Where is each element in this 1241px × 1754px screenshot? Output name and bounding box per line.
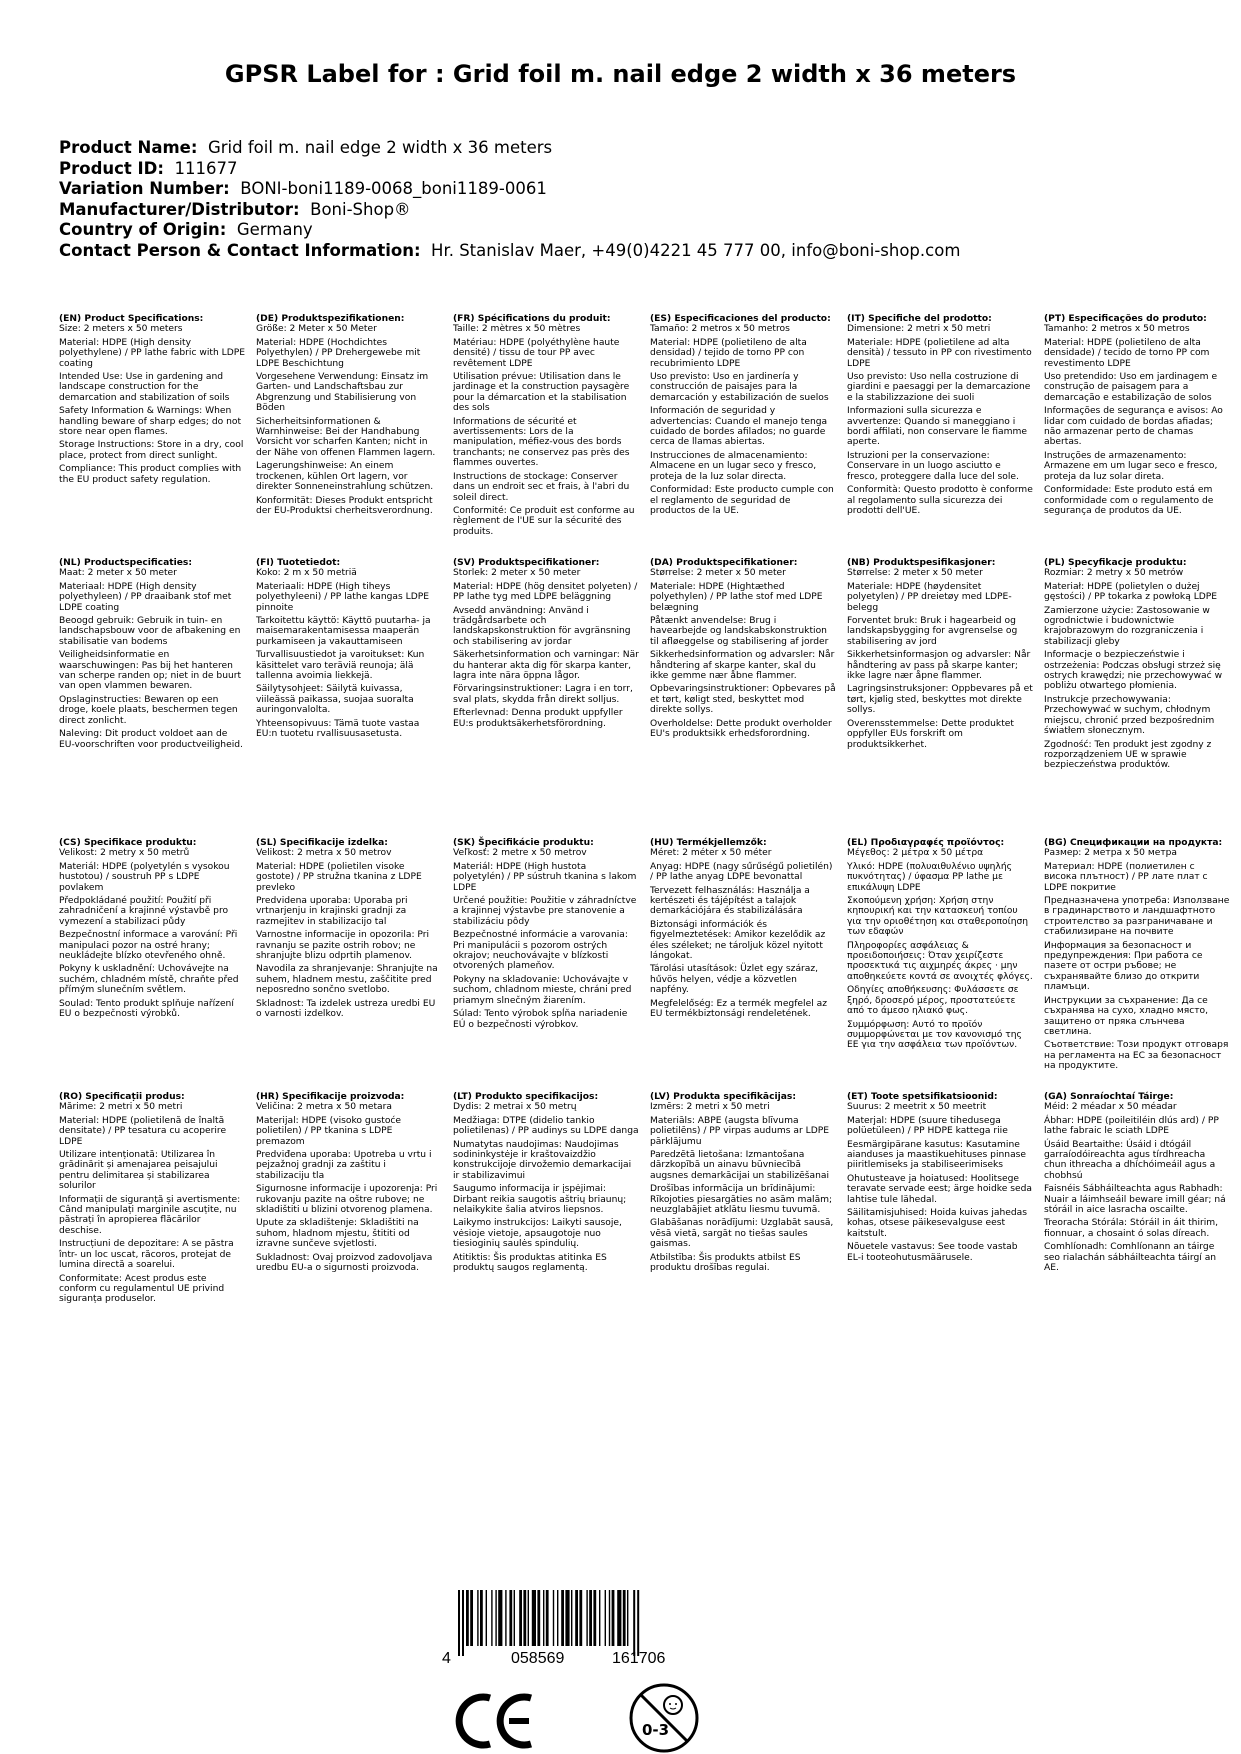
info-product-id [59, 159, 1189, 180]
spec-paragraph: Veľkosť: 2 metre x 50 metrov [453, 848, 587, 859]
barcode-bar [509, 1590, 512, 1646]
spec-paragraph: Förvaringsinstruktioner: Lagra i en torr, sval plats, skydda från direkt solljus. [453, 684, 633, 705]
spec-paragraph: Konformität: Dieses Produkt entspricht der EU-Produktsi cherheitsverordnung. [256, 495, 433, 516]
ce-mark-icon [455, 1692, 537, 1750]
spec-paragraph: Οδηγίες αποθήκευσης: Φυλάσσετε σε ξηρό, δροσερό μέρος, προστατεύετε από το άμεσο ηλιακό φως. [847, 985, 1019, 1017]
spec-paragraph: Faisnéis Sábháilteachta agus Rabhadh: Nuair a láimhseáil beware imill géar; ná stóráil in aice lasracha oscailte. [1044, 1184, 1226, 1216]
barcode-bar [470, 1590, 473, 1646]
barcode-bar [627, 1590, 628, 1646]
info-value: BONI-boni1189-0068_boni1189-0061 [240, 179, 547, 198]
spec-paragraph: Размер: 2 метра x 50 метра [1044, 848, 1178, 859]
spec-paragraph: Maat: 2 meter x 50 meter [59, 568, 177, 579]
spec-paragraph: Conformité: Ce produit est conforme au règlement de l'UE sur la sécurité des produits. [453, 505, 635, 537]
spec-heading: (BG) Спецификации на продукта: [1044, 838, 1223, 848]
spec-cell [650, 838, 836, 1023]
spec-cell [59, 1092, 245, 1308]
spec-cell [847, 314, 1033, 519]
spec-paragraph: Sukladnost: Ovaj proizvod zadovoljava uredbu EU-a o sigurnosti proizvoda. [256, 1252, 433, 1274]
spec-heading: (CS) Specifikace produktu: [59, 838, 197, 848]
barcode-bar [528, 1590, 529, 1646]
barcode-bar [599, 1590, 600, 1646]
spec-paragraph: Πληροφορίες ασφάλειας & προειδοποιήσεις: Όταν χειρίζεστε προσεκτικά τις αιχμηρές άκρες · μην αποθηκεύετε κοντά σε ανοιχτές φλόγες. [847, 940, 1033, 982]
spec-paragraph: Tervezett felhasználás: Használja a kertészeti és tájépítést a talajok demarkációjára és stabilizálására [650, 885, 810, 917]
spec-paragraph: Conformità: Questo prodotto è conforme al regolamento sulla sicurezza dei prodotti dell'UE. [847, 485, 1033, 516]
spec-heading: (NB) Produktspesifikasjoner: [847, 558, 996, 568]
spec-paragraph: Instructions de stockage: Conserver dans un endroit sec et frais, à l'abri du soleil direct. [453, 471, 630, 503]
spec-paragraph: Materiaali: HDPE (High tiheys polyethyleeni) / PP lathe kangas LDPE pinnoite [256, 581, 430, 613]
barcode-bar [498, 1590, 502, 1646]
spec-cell [59, 558, 245, 753]
spec-paragraph: Atitiktis: Šis produktas atitinka ES produktų saugos reglamentą. [453, 1252, 607, 1274]
spec-cell [650, 1092, 836, 1277]
spec-heading: (FR) Spécifications du produit: [453, 314, 611, 324]
spec-paragraph: Méid: 2 méadar x 50 méadar [1044, 1102, 1177, 1113]
spec-paragraph: Instrucciones de almacenamiento: Almacene en un lugar seco y fresco, proteja de la luz solar directa. [650, 450, 817, 482]
spec-paragraph: Materiał: HDPE (polietylen o dużej gęstości) / PP tokarka z powłoką LDPE [1044, 581, 1218, 603]
spec-paragraph: Koko: 2 m x 50 metriä [256, 568, 357, 579]
spec-paragraph: Navodila za shranjevanje: Shranjujte na suhem, hladnem mestu, zaščitite pred neposredno sončno svetlobo. [256, 964, 438, 996]
info-label: Manufacturer/Distributor: [59, 199, 300, 219]
spec-paragraph: Informações de segurança e avisos: Ao lidar com cuidado de bordas afiadas; não armazenar perto de chamas abertas. [1044, 406, 1223, 448]
info-value: Germany [236, 220, 313, 239]
spec-cell [256, 838, 442, 1023]
spec-cell [650, 558, 836, 743]
spec-paragraph: Materjal: HDPE (suure tihedusega polüetüleen) / PP HDPE kattega riie [847, 1115, 1008, 1137]
product-info [59, 138, 1189, 261]
spec-paragraph: Suurus: 2 meetrit x 50 meetrit [847, 1102, 987, 1113]
spec-paragraph: Efterlevnad: Denna produkt uppfyller EU:s produktsäkerhetsförordning. [453, 708, 623, 729]
spec-paragraph: Vorgesehene Verwendung: Einsatz im Garten- und Landschaftsbau zur Abgrenzung und Stabilisierung von Böden [256, 372, 429, 414]
spec-paragraph: Treoracha Stórála: Stóráil in áit thirim, fionnuar, a chosaint ó solas díreach. [1044, 1218, 1219, 1239]
spec-cell [453, 1092, 639, 1277]
spec-paragraph: Informații de siguranță și avertismente: Când manipulați marginile ascuțite, nu păstrați în apropierea flăcărilor deschise. [59, 1194, 241, 1236]
spec-paragraph: Sicherheitsinformationen & Warnhinweise: Bei der Handhabung Vorsicht vor scharfen Kanten; nicht in der Nähe von offenen Flammen lagern. [256, 416, 436, 458]
spec-paragraph: Opbevaringsinstruktioner: Opbevares på et tørt, køligt sted, beskyttet mod direkte sollys. [650, 684, 836, 716]
spec-cell [1044, 1092, 1230, 1277]
barcode-bar [514, 1590, 515, 1646]
age-warning-label: 0-3 [642, 1721, 670, 1739]
spec-paragraph: Varnostne informacije in opozorila: Pri ravnanju se pazite ostrih robov; ne shranjujte blizu odprtih plamenov. [256, 930, 430, 962]
spec-heading: (DE) Produktspezifikationen: [256, 314, 405, 324]
spec-paragraph: Instrucțiuni de depozitare: A se păstra într- un loc uscat, răcoros, protejat de lumina directă a soarelui. [59, 1239, 234, 1271]
spec-paragraph: Υλικό: HDPE (πολυαιθυλένιο υψηλής πυκνότητας) / ύφασμα PP lathe με επικάλυψη LDPE [847, 861, 1012, 893]
spec-heading: (PT) Especificações do produto: [1044, 314, 1207, 324]
spec-paragraph: Uso previsto: Uso nella costruzione di giardini e paesaggi per la demarcazione e la stabilizzazione dei suoli [847, 372, 1031, 403]
info-value: Grid foil m. nail edge 2 width x 36 meters [207, 138, 553, 157]
spec-paragraph: Veiligheidsinformatie en waarschuwingen: Pas bij het hanteren van scherpe randen op; niet in de buurt van open vlammen bewaren. [59, 650, 242, 692]
info-variation-number [59, 179, 1189, 200]
spec-paragraph: Información de seguridad y advertencias: Cuando el manejo tenga cuidado de bordes afilados; no guarde cerca de llamas abiertas. [650, 406, 828, 448]
barcode-bar [546, 1590, 549, 1646]
barcode-bar [491, 1590, 492, 1646]
spec-cell [59, 314, 245, 488]
spec-paragraph: Materiale: HDPE (høydensitet polyetylen) / PP dreietøy med LDPE-belegg [847, 581, 1012, 613]
spec-paragraph: Conformitate: Acest produs este conform cu regulamentul UE privind siguranța produselor. [59, 1273, 225, 1305]
spec-paragraph: Utilizare intenționată: Utilizarea în grădinărit și amenajarea peisajului pentru delimitarea și stabilizarea solurilor [59, 1150, 218, 1192]
spec-heading: (LV) Produkta specifikācijas: [650, 1092, 796, 1102]
info-label: Country of Origin: [59, 220, 227, 239]
spec-paragraph: Materiaal: HDPE (High density polyethyleen) / PP draaibank stof met LDPE coating [59, 581, 232, 613]
spec-paragraph: Skladnost: Ta izdelek ustreza uredbi EU o varnosti izdelkov. [256, 998, 436, 1020]
spec-paragraph: Zamierzone użycie: Zastosowanie w ogrodnictwie i budownictwie krajobrazowym do rozgraniczenia i stabilizacji gleby [1044, 605, 1210, 647]
barcode-bar [612, 1590, 615, 1646]
spec-cell [453, 558, 639, 732]
spec-paragraph: Информация за безопасност и предупреждения: При работа се пазете от остри ръбове; не съхранявайте близо до открити пламъци. [1044, 940, 1203, 993]
barcode-bar [623, 1590, 626, 1646]
spec-paragraph: Материал: HDPE (полиетилен с висока плътност) / PP лате плат с LDPE покритие [1044, 861, 1208, 893]
spec-heading: (HU) Termékjellemzők: [650, 838, 767, 848]
barcode-lead-digit: 4 [442, 1650, 451, 1666]
spec-paragraph: Materiál: HDPE (polyetylén s vysokou hustotou) / soustruh PP s LDPE povlakem [59, 861, 230, 893]
spec-paragraph: Velikost: 2 metra x 50 metrov [256, 848, 392, 859]
spec-paragraph: Material: HDPE (polietileno de alta densidade) / tecido de torno PP com revestimento LDPE [1044, 337, 1210, 369]
spec-paragraph: Medžiaga: DTPE (didelio tankio polietilenas) / PP audinys su LDPE danga [453, 1115, 639, 1137]
spec-paragraph: Σκοπούμενη χρήση: Χρήση στην κηπουρική και την κατασκευή τοπίου για την οριοθέτηση και σταθεροποίηση των εδαφών [847, 896, 1029, 938]
info-value: 111677 [174, 158, 238, 178]
spec-paragraph: Materiāls: ABPE (augsta blīvuma polietilēns) / PP virpas audums ar LDPE pārklājumu [650, 1115, 830, 1147]
spec-paragraph: Nõuetele vastavus: See toode vastab EL-i tooteohutusmäärusele. [847, 1242, 1018, 1263]
barcode-guard [462, 1590, 464, 1656]
spec-paragraph: Upute za skladištenje: Skladištiti na suhom, hladnom mjestu, štititi od izravne sunčeve svjetlosti. [256, 1218, 419, 1250]
spec-paragraph: Předpokládané použití: Použití při zahradničení a krajinné výstavbě pro vymezení a stabilizaci půdy [59, 896, 229, 927]
spec-heading: (FI) Tuotetiedot: [256, 558, 341, 568]
spec-cell [1044, 314, 1230, 519]
spec-cell [256, 1092, 442, 1277]
spec-row [59, 838, 1239, 1128]
info-label: Contact Person & Contact Information: [59, 240, 421, 260]
spec-heading: (NL) Productspecificaties: [59, 558, 193, 568]
info-label: Product Name: [59, 138, 198, 157]
info-country-of-origin [59, 220, 1189, 241]
spec-paragraph: Størrelse: 2 meter x 50 meter [847, 568, 983, 579]
spec-paragraph: Sigurnosne informacije i upozorenja: Pri rukovanju pazite na oštre rubove; ne skladištiti u blizini otvorenog plamena. [256, 1184, 438, 1216]
barcode-bar [609, 1590, 610, 1646]
spec-paragraph: Material: HDPE (polietilenă de înaltă densitate) / PP tesatura cu acoperire LDPE [59, 1115, 227, 1147]
barcode-bar [605, 1590, 606, 1646]
info-manufacturer [59, 200, 1189, 221]
barcode-bar [519, 1590, 522, 1646]
spec-paragraph: Informations de sécurité et avertissements: Lors de la manipulation, méfiez-vous des bords tranchants; ne conservez pas près des flammes ouvertes. [453, 416, 630, 469]
barcode-bar [477, 1590, 478, 1646]
spec-paragraph: Pokyny k uskladnění: Uchovávejte na suchém, chladném místě, chraňte před přímým slunečním světlem. [59, 964, 239, 996]
spec-paragraph: Soulad: Tento produkt splňuje nařízení EU o bezpečnosti výrobků. [59, 998, 234, 1020]
spec-paragraph: Anyag: HDPE (nagy sűrűségű polietilén) / PP lathe anyag LDPE bevonattal [650, 861, 833, 883]
spec-paragraph: Предназначена употреба: Използване в градинарството и ландшафтното строителство за разграничаване и стабилизиране на почвите [1044, 896, 1230, 938]
spec-paragraph: Veličina: 2 metra x 50 metara [256, 1102, 392, 1113]
spec-paragraph: Material: HDPE (polietileno de alta densidad) / tejido de torno PP con recubrimiento LDPE [650, 337, 807, 369]
spec-paragraph: Informacje o bezpieczeństwie i ostrzeżenia: Podczas obsługi strzeż się ostrych krawędzi; nie przechowywać w pobliżu otwartego płomienia. [1044, 650, 1223, 692]
spec-paragraph: Tamanho: 2 metros x 50 metros [1044, 324, 1190, 335]
info-product-name [59, 138, 1189, 159]
spec-paragraph: Säkerhetsinformation och varningar: När du hanterar akta dig för skarpa kanter, lagra inte nära öppna lågor. [453, 650, 639, 682]
spec-paragraph: Glabāšanas norādījumi: Uzglabāt sausā, vēsā vietā, sargāt no tiešas saules gaismas. [650, 1218, 834, 1250]
spec-paragraph: Material: HDPE (High density polyethylene) / PP lathe fabric with LDPE coating [59, 337, 246, 369]
spec-paragraph: Påtænkt anvendelse: Brug i havearbejde og landskabskonstruktion til afløeggelse og stabilisering af jorder [650, 616, 829, 647]
spec-paragraph: Uso pretendido: Uso em jardinagem e construção de paisagem para a demarcação e estabilização de solos [1044, 372, 1218, 403]
barcode-bar [579, 1590, 582, 1646]
spec-paragraph: Sikkerhedsinformation og advarsler: Når håndtering af skarpe kanter, skal du ikke gemme nær åbne flammer. [650, 650, 835, 682]
spec-paragraph: Méret: 2 méter x 50 méter [650, 848, 772, 859]
spec-paragraph: Yhteensopivuus: Tämä tuote vastaa EU:n tuotetu rvallisuusasetusta. [256, 718, 420, 740]
barcode-bar [495, 1590, 496, 1646]
spec-paragraph: Utilisation prévue: Utilisation dans le jardinage et la construction paysagère pour la démarcation et la stabilisation des sols [453, 372, 630, 414]
spec-paragraph: Eesmärgipärane kasutus: Kasutamine aianduses ja maastikuehituses pinnase piiritlemiseks ja stabiliseerimiseks [847, 1139, 1027, 1171]
spec-paragraph: Instrukcje przechowywania: Przechowywać w suchym, chłodnym miejscu, chronić przed bezpośrednim światłem słonecznym. [1044, 694, 1215, 737]
spec-paragraph: Beoogd gebruik: Gebruik in tuin- en landschapsbouw voor de afbakening en stabilisatie van bodems [59, 616, 241, 647]
info-value: Boni-Shop® [310, 199, 411, 219]
info-label: Variation Number: [59, 179, 230, 198]
spec-heading: (IT) Specifiche del prodotto: [847, 314, 992, 324]
spec-paragraph: Paredzētā lietošana: Izmantošana dārzkopībā un ainavu būvniecībā augsnes demarkācijai un stabilizēšanai [650, 1150, 830, 1181]
barcode-bar [553, 1590, 554, 1646]
spec-paragraph: Compliance: This product complies with the EU product safety regulation. [59, 464, 242, 485]
spec-paragraph: Säilitamisjuhised: Hoida kuivas jahedas kohas, otsese päikesevalguse eest kaitstult. [847, 1208, 1028, 1239]
spec-paragraph: Naleving: Dit product voldoet aan de EU-voorschriften voor productveiligheid. [59, 729, 243, 750]
spec-paragraph: Conformidad: Este producto cumple con el reglamento de seguridad de productos de la UE. [650, 485, 834, 516]
spec-cell [1044, 558, 1230, 774]
spec-paragraph: Opslaginstructies: Bewaren op een droge, koele plaats, beschermen tegen direct zonlicht. [59, 694, 238, 726]
barcode-bar [466, 1590, 469, 1646]
spec-paragraph: Ohutusteave ja hoiatused: Hoolitsege teravate servade eest; ärge hoidke seda lahtise tule lähedal. [847, 1173, 1032, 1205]
barcode-bar [523, 1590, 526, 1646]
spec-row [59, 1092, 1239, 1382]
spec-heading: (RO) Specificații produs: [59, 1092, 185, 1102]
spec-paragraph: Numatytas naudojimas: Naudojimas sodininkystėje ir kraštovaizdžio konstrukcijoje dirvožemio demarkacijai ir stabilizavimui [453, 1139, 632, 1181]
spec-paragraph: Velikost: 2 metry x 50 metrů [59, 848, 190, 859]
spec-cell [847, 1092, 1033, 1266]
spec-heading: (GA) Sonraíochtaí Táirge: [1044, 1092, 1174, 1102]
spec-paragraph: Určené použitie: Použitie v záhradníctve a krajinnej výstavbe pre stanovenie a stabilizáciu pôdy [453, 896, 637, 927]
spec-paragraph: Turvallisuustiedot ja varoitukset: Kun käsittelet varo teräviä reunoja; älä tallenna avoimia liekkejä. [256, 650, 425, 682]
spec-heading: (EL) Προδιαγραφές προϊόντος: [847, 838, 1005, 848]
spec-paragraph: Bezpečnostní informace a varování: Při manipulaci pozor na ostré hrany; neukládejte blízko otevřeného ohně. [59, 930, 238, 962]
spec-paragraph: Materiale: HDPE (polietilene ad alta densità) / tessuto in PP con rivestimento LDPE [847, 337, 1032, 369]
barcode-bar [543, 1590, 544, 1646]
spec-paragraph: Overholdelse: Dette produkt overholder EU's produktsikk erhedsforordning. [650, 718, 832, 740]
spec-paragraph: Uso previsto: Uso en jardinería y construcción de paisajes para la demarcación y estabilización de suelos [650, 372, 829, 403]
spec-paragraph: Lagringsinstruksjoner: Oppbevares på et tørt, kjølig sted, beskyttes mot direkte sollys. [847, 684, 1033, 716]
spec-paragraph: Dimensione: 2 metri x 50 metri [847, 324, 991, 335]
spec-paragraph: Storage Instructions: Store in a dry, cool place, protect from direct sunlight. [59, 440, 244, 461]
spec-paragraph: Størrelse: 2 meter x 50 meter [650, 568, 786, 579]
spec-heading: (SV) Produktspecifikationer: [453, 558, 600, 568]
spec-paragraph: Materijal: HDPE (visoko gustoće polietilen) / PP tkanina s LDPE premazom [256, 1115, 402, 1147]
spec-cell [59, 838, 245, 1023]
spec-paragraph: Safety Information & Warnings: When handling beware of sharp edges; do not store near open flames. [59, 406, 242, 438]
spec-paragraph: Material: HDPE (hög densitet polyeten) / PP lathe tyg med LDPE beläggning [453, 581, 638, 603]
spec-paragraph: Größe: 2 Meter x 50 Meter [256, 324, 377, 335]
barcode-bar [537, 1590, 540, 1646]
spec-paragraph: Matériau: HDPE (polyéthylène haute densité) / tissu de tour PP avec revêtement LDPE [453, 337, 620, 369]
spec-paragraph: Instruções de armazenamento: Armazene em um lugar seco e fresco, proteja da luz solar direta. [1044, 450, 1218, 482]
spec-heading: (PL) Specyfikacje produktu: [1044, 558, 1187, 568]
spec-cell [847, 838, 1033, 1054]
spec-cell [1044, 838, 1230, 1075]
spec-paragraph: Säilytysohjeet: Säilytä kuivassa, viileässä paikassa, suojaa suoralta auringonvalolta. [256, 684, 414, 716]
spec-paragraph: Megfelelőség: Ez a termék megfelel az EU termékbiztonsági rendeletének. [650, 998, 828, 1020]
spec-cell [256, 314, 442, 519]
page-title: GPSR Label for : Grid foil m. nail edge 2 width x 36 meters [224, 60, 1017, 88]
barcode-bar [561, 1590, 564, 1646]
info-value: Hr. Stanislav Maer, +49(0)4221 45 777 00, info@boni-shop.com [431, 240, 961, 260]
barcode-bar [586, 1590, 587, 1646]
spec-heading: (ET) Toote spetsifikatsioonid: [847, 1092, 998, 1102]
spec-heading: (SL) Specifikacije izdelka: [256, 838, 388, 848]
spec-cell [453, 838, 639, 1033]
barcode-guard [458, 1590, 460, 1656]
barcode-bar [557, 1590, 558, 1646]
spec-paragraph: Pokyny na skladovanie: Uchovávajte v suchom, chladnom mieste, chráni pred priamym slnečným žiarením. [453, 974, 632, 1006]
barcode-bar [571, 1590, 572, 1646]
spec-cell [847, 558, 1033, 753]
spec-paragraph: Ábhar: HDPE (poileitiléin dlús ard) / PP lathe fabraic le sciath LDPE [1044, 1115, 1219, 1137]
spec-cell [650, 314, 836, 519]
barcode-bar [532, 1590, 536, 1646]
info-contact [59, 241, 1189, 262]
spec-heading: (DA) Produktspecifikationer: [650, 558, 798, 568]
spec-paragraph: Sikkerhetsinformasjon og advarsler: Når håndtering av pass på skarpe kanter; ikke lagre nær åpne flammer. [847, 650, 1031, 682]
spec-paragraph: Forventet bruk: Bruk i hagearbeid og landskapsbygging for avgrenselse og stabilisering av jord [847, 616, 1018, 647]
spec-paragraph: Tarkoitettu käyttö: Käyttö puutarha- ja maisemarakentamisessa maaperän purkamiseen ja vakauttamiseen [256, 616, 431, 647]
spec-paragraph: Material: HDPE (Hochdichtes Polyethylen) / PP Drehergewebe mit LDPE Beschichtung [256, 337, 421, 369]
spec-cell [453, 314, 639, 540]
spec-paragraph: Tárolási utasítások: Üzlet egy száraz, hűvös helyen, védje a közvetlen napfény. [650, 964, 819, 996]
spec-heading: (ES) Especificaciones del producto: [650, 314, 831, 324]
spec-paragraph: Storlek: 2 meter x 50 meter [453, 568, 581, 579]
spec-paragraph: Mărime: 2 metri x 50 metri [59, 1102, 183, 1113]
barcode-group2: 161706 [612, 1650, 666, 1666]
spec-paragraph: Bezpečnostné informácie a varovania: Pri manipulácii s pozorom ostrých okrajov; neuchovávajte v blízkosti otvorených plameňov. [453, 930, 628, 972]
barcode-bar [589, 1590, 592, 1646]
spec-paragraph: Lagerungshinweise: An einem trockenen, kühlen Ort lagern, vor direkter Sonneneinstrahlung schützen. [256, 461, 434, 493]
spec-paragraph: Инструкции за съхранение: Да се съхранява на сухо, хладно място, защитено от пряка слънчева светлина. [1044, 995, 1209, 1037]
spec-paragraph: Rozmiar: 2 metry x 50 metrów [1044, 568, 1184, 579]
spec-paragraph: Size: 2 meters x 50 meters [59, 324, 183, 335]
spec-paragraph: Predviđena uporaba: Upotreba u vrtu i pejzažnoj gradnji za zaštitu i stabilizaciju tla [256, 1150, 432, 1181]
age-warning-icon [628, 1682, 700, 1754]
spec-paragraph: Súlad: Tento výrobok spĺňa nariadenie EÚ o bezpečnosti výrobkov. [453, 1009, 628, 1030]
spec-heading: (HR) Specifikacije proizvoda: [256, 1092, 405, 1102]
spec-paragraph: Съответствие: Този продукт отговаря на регламента на ЕС за безопасност на продуктите. [1044, 1040, 1229, 1072]
spec-paragraph: Materiale: HDPE (Hightæthed polyethylen) / PP lathe stof med LDPE belægning [650, 581, 823, 613]
spec-paragraph: Atbilstība: Šis produkts atbilst ES produktu drošības regulai. [650, 1252, 801, 1274]
spec-paragraph: Saugumo informacija ir įspėjimai: Dirbant reikia saugotis aštrių briaunų; nelaikykite šalia atviros liepsnos. [453, 1184, 627, 1216]
spec-paragraph: Drošības informācija un brīdinājumi: Rīkojoties piesargāties no asām malām; neuzglabājiet atklātu liesmu tuvumā. [650, 1184, 833, 1216]
spec-paragraph: Συμμόρφωση: Αυτό το προϊόν συμμορφώνεται με τον κανονισμό της ΕΕ για την ασφάλεια των προϊόντων. [847, 1019, 1022, 1051]
spec-paragraph: Úsáid Beartaithe: Úsáid i dtógáil garraíodóireachta agus tírdhreacha chun ithreacha a dhíchóimeáil agus a chobhsú [1044, 1139, 1216, 1181]
barcode-guard [633, 1590, 635, 1656]
spec-paragraph: Laikymo instrukcijos: Laikyti sausoje, vėsioje vietoje, apsaugotoje nuo tiesioginių saulės spindulių. [453, 1218, 622, 1250]
barcode-bar [617, 1590, 621, 1646]
spec-heading: (SK) Špecifikácie produktu: [453, 838, 594, 848]
spec-row [59, 558, 1239, 848]
spec-heading: (LT) Produkto specifikacijos: [453, 1092, 599, 1102]
spec-paragraph: Taille: 2 mètres x 50 mètres [453, 324, 581, 335]
spec-paragraph: Istruzioni per la conservazione: Conservare in un luogo asciutto e fresco, proteggere dalla luce del sole. [847, 450, 1019, 482]
spec-paragraph: Biztonsági információk és figyelmeztetések: Amikor kezelődik az éles széleket; ne tároljuk közel nyitott lángokat. [650, 919, 826, 962]
spec-paragraph: Μέγεθος: 2 μέτρα x 50 μέτρα [847, 848, 984, 859]
spec-paragraph: Dydis: 2 metrai x 50 metrų [453, 1102, 577, 1113]
barcode-bar [480, 1590, 483, 1646]
spec-paragraph: Avsedd användning: Använd i trädgårdsarbete och landskapskonstruktion för avgränsning och stabilisering av jordar [453, 605, 631, 647]
barcode-group1: 058569 [511, 1650, 565, 1666]
spec-paragraph: Comhlíonadh: Comhlíonann an táirge seo rialachán sábháilteachta táirgí an AE. [1044, 1242, 1217, 1274]
spec-cell [256, 558, 442, 743]
barcode-bar [593, 1590, 596, 1646]
spec-paragraph: Predvidena uporaba: Uporaba pri vrtnarjenju in krajinski gradnji za razmejitev in stabilizacijo tal [256, 896, 408, 927]
barcode-guard [637, 1590, 639, 1656]
spec-paragraph: Izmērs: 2 metri x 50 metri [650, 1102, 770, 1113]
barcode-bar [565, 1590, 569, 1646]
spec-paragraph: Zgodność: Ten produkt jest zgodny z rozporządzeniem UE w sprawie bezpieczeństwa produktów. [1044, 739, 1212, 771]
spec-paragraph: Informazioni sulla sicurezza e avvertenze: Quando si maneggiano i bordi affilati, non conservare le fiamme aperte. [847, 406, 1028, 448]
spec-heading: (EN) Product Specifications: [59, 314, 204, 324]
spec-paragraph: Materiál: HDPE (High hustota polyetylén) / PP sústruh tkanina s lakom LDPE [453, 861, 637, 893]
barcode-bar [505, 1590, 506, 1646]
barcode-bar [575, 1590, 578, 1646]
spec-paragraph: Intended Use: Use in gardening and landscape construction for the demarcation and stabilization of soils [59, 372, 230, 403]
spec-paragraph: Overensstemmelse: Dette produktet oppfyller EUs forskrift om produktsikkerhet. [847, 718, 1014, 750]
info-label: Product ID: [59, 158, 164, 178]
spec-paragraph: Tamaño: 2 metros x 50 metros [650, 324, 790, 335]
barcode-bar [486, 1590, 487, 1646]
spec-paragraph: Material: HDPE (polietilen visoke gostote) / PP stružna tkanina z LDPE prevleko [256, 861, 422, 893]
spec-paragraph: Conformidade: Este produto está em conformidade com o regulamento de segurança de produtos da UE. [1044, 485, 1214, 516]
barcode [442, 1590, 710, 1666]
